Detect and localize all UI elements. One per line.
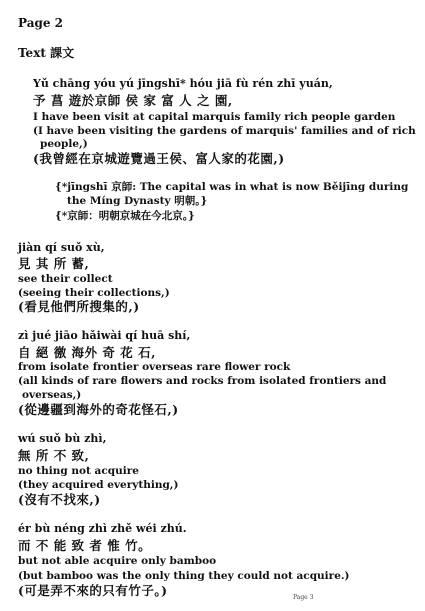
- translation-line: (I have been visiting the gardens of marquis' families and of rich: [33, 125, 416, 137]
- gloss-line: I have been visit at capital marquis family rich people garden: [33, 111, 396, 123]
- page-footer-mark: Page 3: [293, 594, 314, 601]
- chinese-line: 而 不 能 致 者 惟 竹。: [18, 538, 152, 553]
- gloss-line: see their collect: [18, 273, 113, 285]
- chinese-line: 予 菖 遊於京師 侯 家 富 人 之 園,: [33, 93, 233, 108]
- footnote-line: {*jīngshī 京師: The capital was in what is now Běijīng during: [55, 181, 409, 193]
- pinyin-line: zì jué jiāo hǎiwài qí huā shí,: [18, 329, 191, 342]
- translation-line: (but bamboo was the only thing they could not acquire.): [18, 570, 350, 582]
- translation-line: people,): [40, 138, 88, 150]
- chinese-line: 自 絕 徼 海外 奇 花 石,: [18, 345, 156, 360]
- gloss-line: no thing not acquire: [18, 465, 139, 477]
- pinyin-line: jiàn qí suǒ xù,: [18, 241, 105, 254]
- translation-line: (all kinds of rare flowers and rocks from isolated frontiers and: [18, 375, 387, 387]
- pinyin-line: Yǔ chāng yóu yú jīngshī* hóu jiā fù rén zhī yuán,: [33, 77, 333, 90]
- chinese-translation: (我曾經在京城遊覽過王侯、富人家的花園,): [33, 151, 285, 166]
- pinyin-line: wú suǒ bù zhì,: [18, 432, 107, 445]
- chinese-line: 無 所 不 致,: [18, 448, 90, 463]
- chinese-translation: (看見他們所搜集的,): [18, 299, 140, 314]
- pinyin-line: ér bù néng zhì zhě wéi zhú.: [18, 522, 187, 535]
- chinese-translation: (從邊疆到海外的奇花怪石,): [18, 402, 179, 417]
- gloss-line: but not able acquire only bamboo: [18, 555, 217, 567]
- page-number: Page 2: [18, 16, 64, 30]
- footnote-line: the Míng Dynasty 明朝。}: [67, 195, 208, 207]
- text-heading: Text 課文: [18, 46, 75, 60]
- translation-line: overseas,): [22, 389, 82, 401]
- footnote-line: {*京師：明朝京城在今北京。}: [55, 210, 195, 222]
- gloss-line: from isolate frontier overseas rare flower rock: [18, 361, 291, 373]
- chinese-translation: (可是弄不來的只有竹子。): [18, 583, 168, 598]
- translation-line: (they acquired everything,): [18, 479, 179, 491]
- translation-line: (seeing their collections,): [18, 287, 170, 299]
- chinese-line: 見 其 所 蓄,: [18, 256, 90, 271]
- chinese-translation: (沒有不找來,): [18, 492, 101, 507]
